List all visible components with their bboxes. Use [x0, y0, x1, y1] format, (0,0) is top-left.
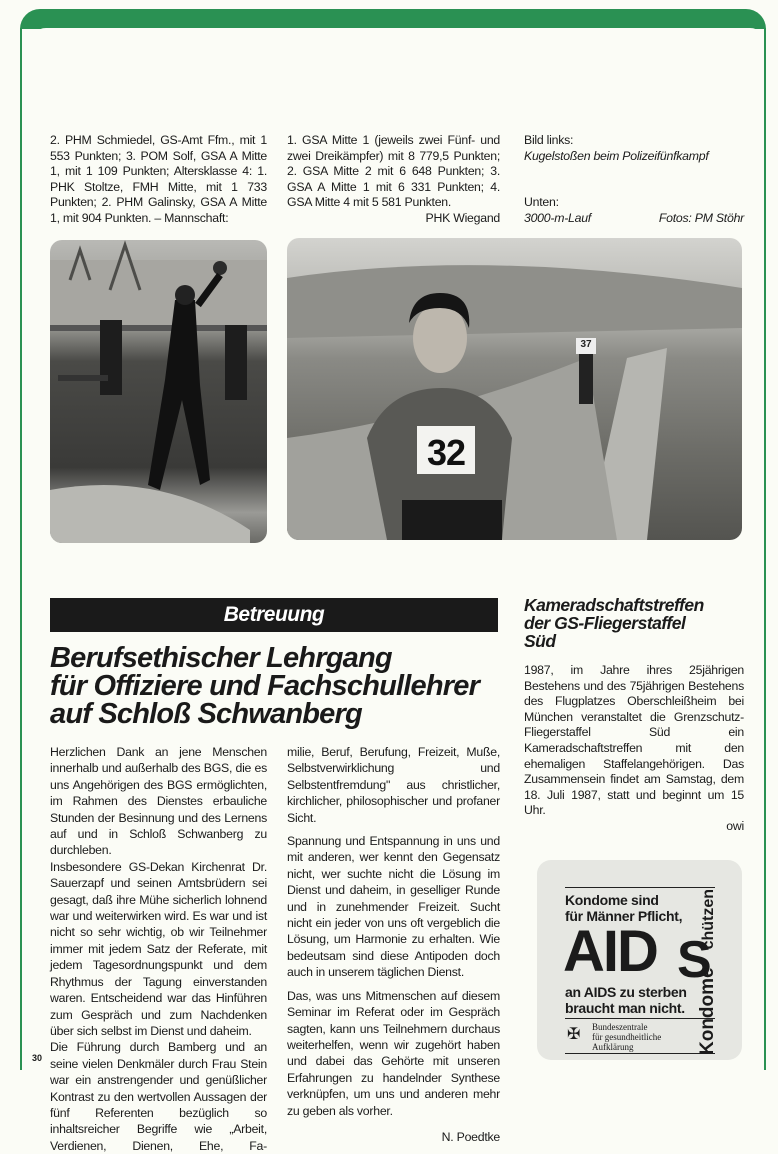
side-headline-line: Süd: [524, 631, 556, 651]
aids-ad: [537, 860, 742, 1060]
side-article-author: owi: [726, 818, 744, 833]
run-illustration: [287, 238, 742, 540]
headline-line: Berufsethischer Lehrgang: [50, 642, 392, 674]
article-paragraph: milie, Beruf, Berufung, Freizeit, Muße, Selbstverwirklichung und Selbstentfremdung" aus christlicher, kirchlicher, philosophischer und profaner Sicht.: [287, 745, 500, 825]
results-text-col1: 2. PHM Schmiedel, GS-Amt Ffm., mit 1 553 Punkten; 3. POM Solf, GSA A Mitte 1, mit 1 109 Punkten; Altersklasse 4: 1. PHK Stoltze, FMH Mitte, mit 1 733 Punkten; 2. PHM Galinsky, GSA A Mitte 1, mit 904 Punkten. – Mannschaft:: [50, 133, 267, 225]
results-text-col2-body: 1. GSA Mitte 1 (jeweils zwei Fünf- und zwei Dreikämpfer) mit 8 779,5 Punkten; 2. GSA Mitte 2 mit 6 648 Punkten; 3. GSA A Mitte 1 mit 6 331 Punkten; 4. GSA Mitte 4 mit 5 581 Punkten.: [287, 133, 500, 210]
federal-eagle-icon: ✠: [567, 1026, 581, 1043]
photo-credit: Fotos: PM Stöhr: [658, 210, 744, 225]
article-paragraph: Herzlichen Dank an jene Menschen innerhalb und außerhalb des BGS, die es uns Angehörigen des BGS ermöglichten, im Rahmen des Dienstes erbauliche Stunden der Besinnung und des Lernens auf und in Schloß Schwanberg zu durchleben.: [50, 745, 267, 858]
shot-put-illustration: [50, 240, 267, 543]
runner-bib-number: 32: [426, 432, 466, 473]
article-headline: [50, 644, 520, 728]
ad-org-line: Bundeszentrale: [592, 1022, 648, 1032]
ad-line: für Männer Pflicht,: [565, 908, 683, 924]
ad-line: Kondome sind: [565, 892, 659, 908]
green-frame-top: [20, 9, 766, 29]
page-number: 30: [32, 1053, 43, 1063]
article-col1: [50, 744, 267, 1154]
side-article: [524, 663, 744, 835]
frame-inner: [30, 28, 766, 68]
frame-right-line: [764, 28, 766, 1070]
ad-line: braucht man nicht.: [565, 1000, 685, 1016]
side-headline: [524, 596, 754, 650]
ad-vertical-schuetzen: chützen: [700, 888, 717, 950]
ad-aids-big: AID: [563, 919, 657, 984]
article-paragraph: Insbesondere GS-Dekan Kirchenrat Dr. Sauerzapf und seinen Amtsbrüdern sei gesagt, daß ihre Mühe sicherlich lohnend war und weiterwirken wird. Es war und ist nicht so sehr wichtig, ob wir Teilnehmer immer mit jedem Satz der Referate, mit jedem Tagesordnungspunkt und dem Rhythmus der Tagung einverstanden waren. Entscheidend war das Hinführen zum Gespräch und zum Nachdenken über sich selbst im Dienst und daheim.: [50, 859, 267, 1038]
ad-organization: [592, 1022, 661, 1052]
photo-shot-put: [50, 240, 267, 543]
ad-rule-bottom: [565, 1053, 715, 1054]
ad-vertical-kondome: Kondome: [697, 967, 718, 1055]
side-headline-line: Kameradschaftstreffen: [524, 595, 704, 615]
ad-rule-mid: [565, 1018, 715, 1019]
ad-line: an AIDS zu sterben: [565, 984, 687, 1000]
ad-vertical-text: [697, 889, 719, 1055]
caption-left: Kugelstoßen beim Polizeifünfkampf: [524, 148, 709, 163]
article-author: N. Poedtke: [441, 1129, 500, 1144]
ad-aids-s: S: [677, 931, 712, 989]
article-paragraph: Spannung und Entspannung in uns und mit anderen, wer kennt den Gegensatz nicht, wer suchte nicht die Lösung im Dienst und daheim, in geselliger Runde und in zunehmender Freizeit. Sucht nicht ein jeder von uns oft vergeblich die Lösung, um Harmonie zu erhalten. Wie bedeutsam sind diese Antipoden doch auch in unserem täglichen Dienst.: [287, 834, 500, 980]
caption-left-label: Bild links:: [524, 133, 574, 147]
results-author: PHK Wiegand: [425, 210, 500, 225]
photo-3000m-run: [287, 238, 742, 540]
side-headline-line: der GS-Fliegerstaffel: [524, 613, 686, 633]
section-banner: Betreuung: [50, 598, 498, 632]
photo-captions: [524, 133, 744, 226]
caption-below-label: Unten:: [524, 195, 559, 210]
article-col2: [287, 744, 500, 1145]
ad-subline: [565, 984, 687, 1016]
article-paragraph: Das, was uns Mitmenschen auf diesem Seminar im Referat oder im Gespräch sagten, kann uns Teilnehmern durchaus weiterhelfen, wenn wir zugehört haben und dabei das Gehörte mit unseren Erfahrungen zu handelnder Synthese verknüpfen, um uns und anderen mehr zu geben als vorher.: [287, 988, 500, 1118]
ad-org-line: Aufklärung: [592, 1042, 634, 1052]
results-text-col2: [287, 133, 500, 227]
ad-rule-top: [565, 887, 715, 888]
runner2-bib-number: 37: [580, 339, 592, 350]
caption-below: 3000-m-Lauf: [524, 210, 591, 225]
article-paragraph: Die Führung durch Bamberg und an seine vielen Denkmäler durch Frau Stein war ein anstrengender und genüßlicher Kontrast zu den wertvollen Aussagen der fünf Referenten bezüglich so inhaltsreicher Begriffe wie „Arbeit, Verdienen, Dienen, Ehe, Fa-: [50, 1040, 267, 1153]
ad-org-line: für gesundheitliche: [592, 1032, 662, 1042]
side-article-body: 1987, im Jahre ihres 25jährigen Bestehens und des 75jährigen Bestehens des Flugplatzes Oberschleißheim bei München veranstaltet die Grenzschutz-Fliegerstaffel Süd ein Kameradschaftstreffen mit den ehemaligen Staffelangehörigen. Das Zusammensein findet am Samstag, dem 18. Juli 1987, statt und beginnt um 15 Uhr.: [524, 663, 744, 818]
frame-left-line: [20, 28, 22, 1070]
headline-line: für Offiziere und Fachschullehrer: [50, 670, 480, 702]
headline-line: auf Schloß Schwanberg: [50, 698, 362, 730]
